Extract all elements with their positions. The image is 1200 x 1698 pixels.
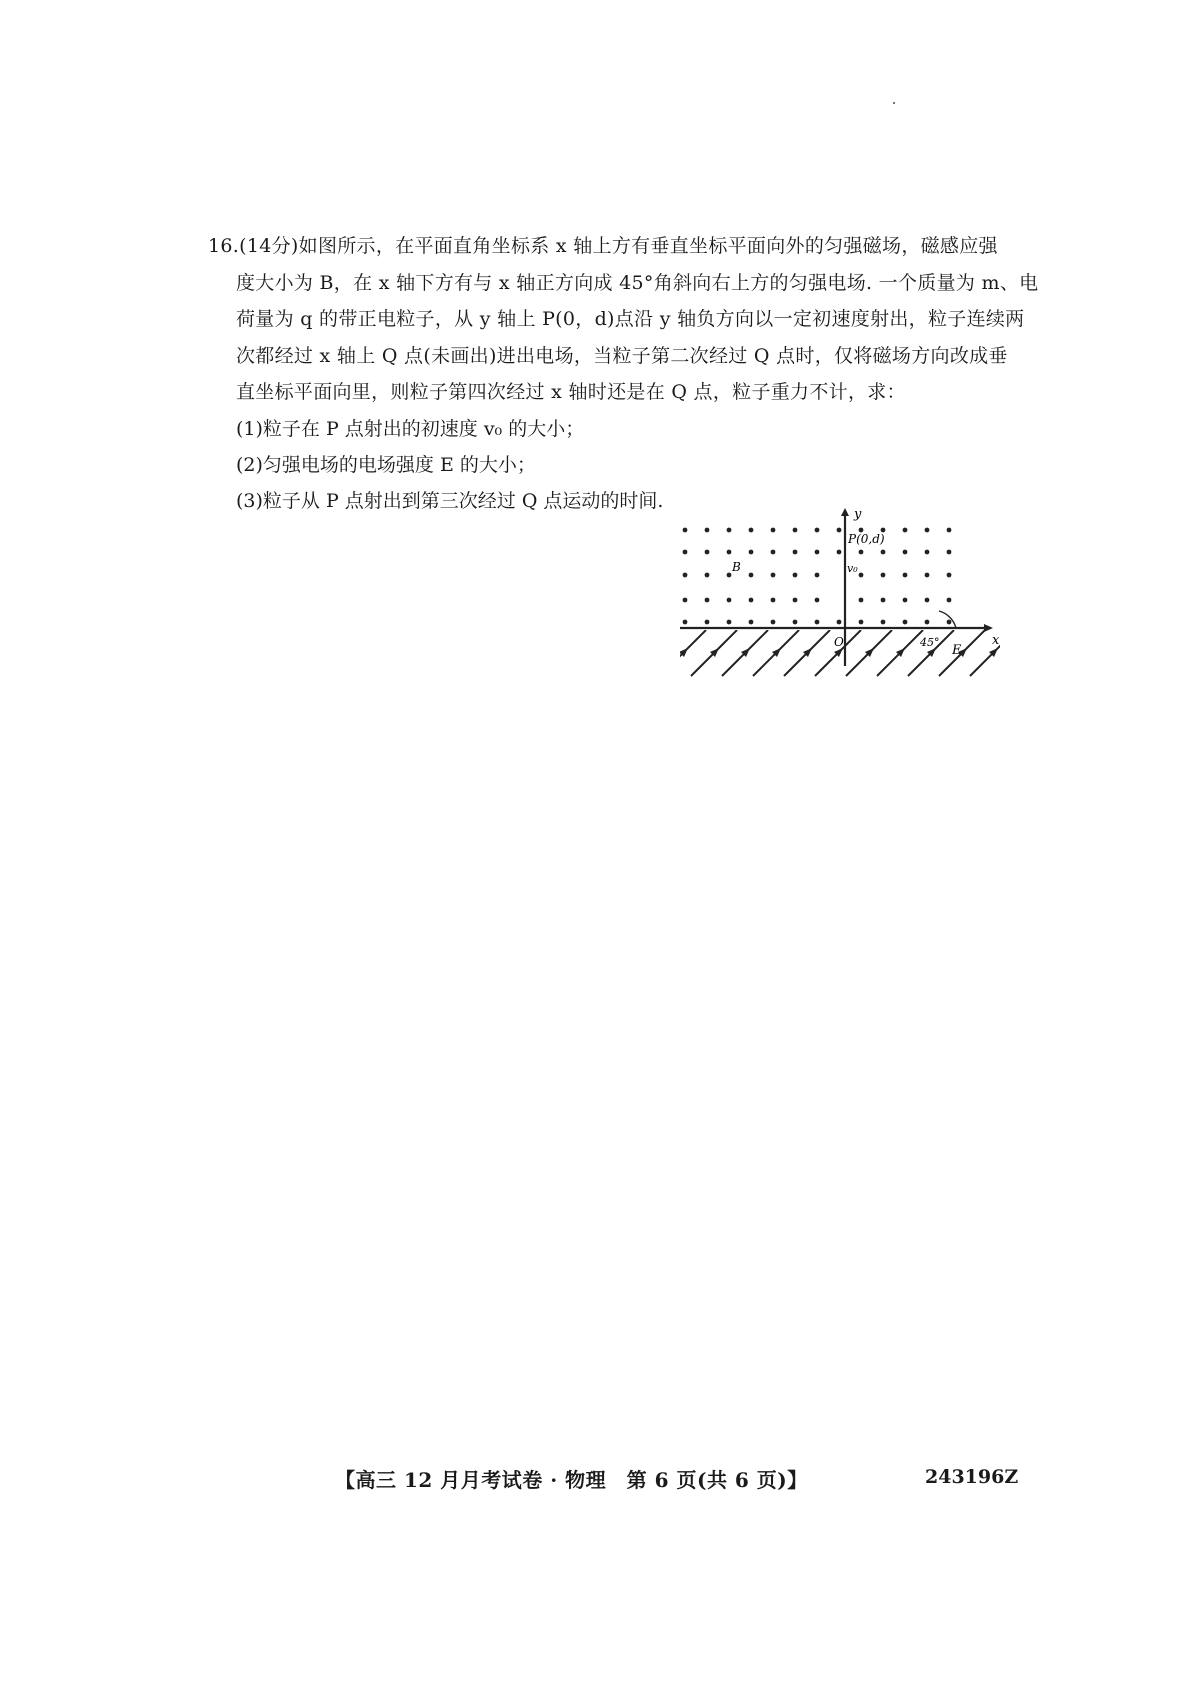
field-dot [881,573,886,578]
magnetic-field-dots [683,528,952,625]
subquestion-2: (2)匀强电场的电场强度 E 的大小； [236,453,536,476]
field-dot [815,550,820,555]
field-dot [903,620,908,625]
problem-line-3: 荷量为 q 的带正电粒子，从 y 轴上 P(0，d)点沿 y 轴负方向以一定初速度射出，粒子连续两 [236,308,1025,330]
point-p-label: P(0,d) [848,532,885,546]
subquestion-3: (3)粒子从 P 点射出到第三次经过 Q 点运动的时间. [236,489,664,512]
field-dot [903,550,908,555]
x-axis-label: x [992,633,1000,648]
field-dot [947,598,952,603]
angle-arc [939,611,956,628]
electric-field-label: E [952,643,962,658]
field-dot [881,550,886,555]
field-dot [859,598,864,603]
scan-speck [893,102,895,104]
field-dot [815,598,820,603]
field-dot [771,528,776,533]
exam-code: 243196Z [925,1466,1019,1488]
field-dot [881,620,886,625]
field-dot [925,573,930,578]
field-dot [859,573,864,578]
field-dot [771,598,776,603]
problem-points: (14分) [239,235,299,257]
field-dot [837,550,842,555]
field-dot [947,573,952,578]
page-footer: 【高三 12 月月考试卷 · 物理 第 6 页(共 6 页)】 [335,1468,808,1492]
problem-16 [208,228,1039,519]
field-dot [771,620,776,625]
problem-line-4: 次都经过 x 轴上 Q 点(未画出)进出电场，当粒子第二次经过 Q 点时，仅将磁场方向改成垂 [236,344,1008,367]
field-dot [925,620,930,625]
origin-label: O [834,635,844,649]
field-dot [683,528,688,533]
y-axis-arrow-icon [841,508,849,516]
field-dot [903,528,908,533]
field-dot [793,573,798,578]
field-dot [837,620,842,625]
field-dot [771,550,776,555]
problem-line-1: 如图所示，在平面直角坐标系 x 轴上方有垂直坐标平面向外的匀强磁场，磁感应强 [298,235,998,257]
y-axis-label: y [854,508,862,522]
field-dot [947,620,952,625]
field-dot [727,528,732,533]
problem-line-2: 度大小为 B，在 x 轴下方有与 x 轴正方向成 45°角斜向右上方的匀强电场. 一个质量为 m、电 [236,271,1039,294]
field-diagram-svg [680,508,1000,678]
field-dot [837,528,842,533]
field-dot [705,550,710,555]
field-dot [793,620,798,625]
x-axis-arrow-icon [984,624,993,632]
field-dot [881,598,886,603]
field-dot [705,620,710,625]
field-dot [925,550,930,555]
field-dot [749,528,754,533]
field-dot [705,598,710,603]
field-dot [815,620,820,625]
field-dot [749,620,754,625]
field-dot [771,573,776,578]
problem-number: 16. [208,235,240,257]
field-dot [727,620,732,625]
subquestion-1: (1)粒子在 P 点射出的初速度 v₀ 的大小； [236,417,585,440]
field-dot [793,598,798,603]
field-dot [925,528,930,533]
field-dot [947,550,952,555]
magnetic-field-label: B [732,560,741,574]
field-dot [749,573,754,578]
field-dot [793,528,798,533]
field-dot [705,528,710,533]
field-dot [727,573,732,578]
field-dot [727,598,732,603]
field-dot [683,620,688,625]
field-dot [683,550,688,555]
field-dot [925,598,930,603]
field-dot [903,598,908,603]
field-dot [749,598,754,603]
field-dot [705,573,710,578]
angle-label: 45° [920,636,940,649]
problem-first-line [208,228,1008,265]
field-dot [727,550,732,555]
velocity-label: v₀ [847,562,858,575]
field-dot [749,550,754,555]
field-diagram [680,508,1000,678]
field-dot [793,550,798,555]
field-dot [903,573,908,578]
field-dot [947,528,952,533]
field-dot [683,598,688,603]
field-dot [815,573,820,578]
field-dot [815,528,820,533]
field-dot [859,550,864,555]
problem-line-5: 直坐标平面向里，则粒子第四次经过 x 轴时还是在 Q 点，粒子重力不计，求： [236,381,906,403]
field-dot [859,620,864,625]
field-dot [683,573,688,578]
